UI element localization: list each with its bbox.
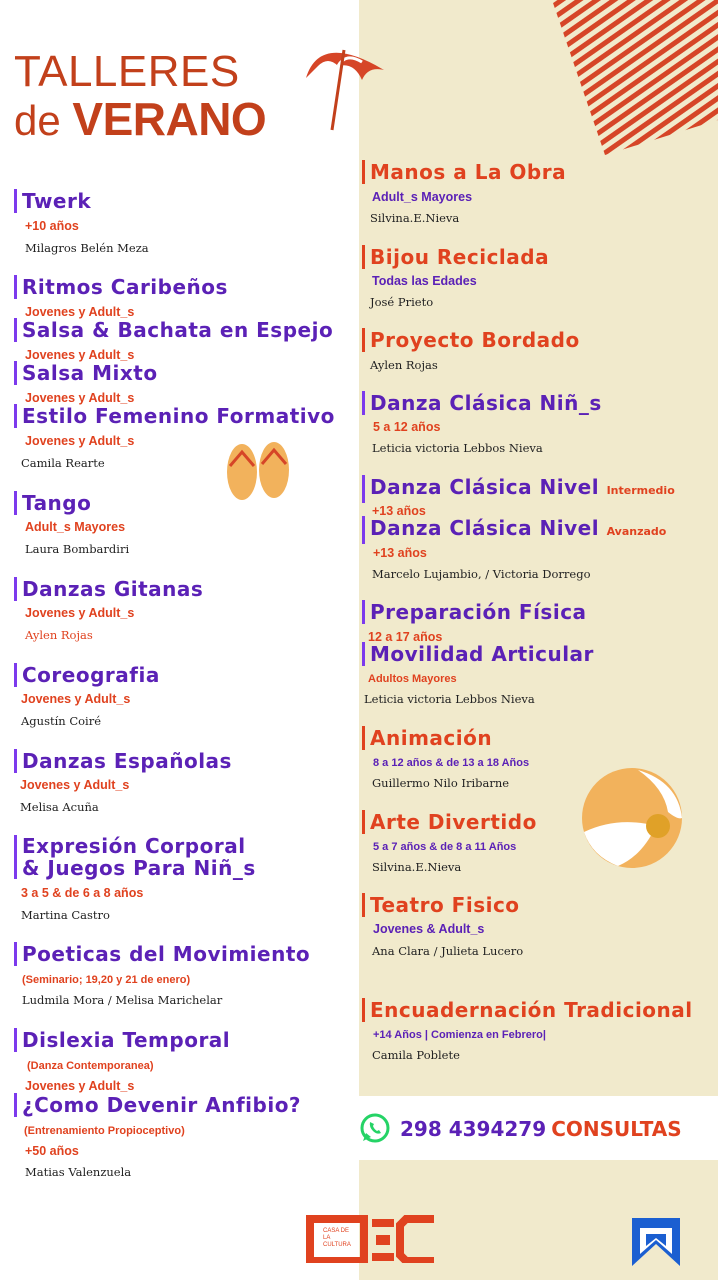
workshop-teacher: Leticia victoria Lebbos Nieva: [364, 692, 535, 706]
workshop-teacher: Camila Poblete: [372, 1048, 460, 1062]
title-line1: TALLERES: [14, 47, 240, 96]
umbrella-icon: [298, 22, 392, 134]
workshop-age: Jovenes y Adult_s: [25, 305, 135, 319]
workshop-teacher: Matias Valenzuela: [25, 1165, 132, 1179]
workshop-age: Todas las Edades: [372, 274, 477, 288]
workshop-age: Adult_s Mayores: [25, 520, 126, 534]
workshop-teacher: Agustín Coiré: [21, 714, 102, 728]
workshop-title: Estilo Femenino Formativo: [14, 404, 335, 428]
workshop-age: 5 a 7 años & de 8 a 11 Años: [373, 841, 517, 853]
workshop-age: Adultos Mayores: [368, 673, 457, 685]
title-line2: de VERANO: [14, 93, 267, 145]
beach-ball-icon: [578, 768, 688, 868]
workshop-age: +13 años: [372, 504, 426, 518]
workshop-title: Poeticas del Movimiento: [14, 942, 310, 966]
workshop-title: Animación: [362, 726, 492, 750]
workshop-age: 12 a 17 años: [368, 630, 443, 644]
workshop-teacher: Leticia victoria Lebbos Nieva: [372, 441, 543, 455]
workshop-age: +13 años: [373, 546, 427, 560]
workshop-age: (Seminario; 19,20 y 21 de enero): [22, 974, 191, 986]
workshop-title: Arte Divertido: [362, 810, 537, 834]
contact-line[interactable]: [400, 1117, 682, 1141]
workshop-title: Danza Clásica Nivel Avanzado: [362, 516, 666, 544]
workshop-title: Twerk: [14, 189, 91, 213]
workshop-teacher: Guillermo Nilo Iribarne: [372, 776, 510, 790]
workshop-teacher: Silvina.E.Nieva: [370, 211, 460, 225]
workshop-age: 8 a 12 años & de 13 a 18 Años: [373, 757, 530, 769]
workshop-title: Danza Clásica Niñ_s: [362, 391, 602, 415]
workshop-title: Expresión Corporal & Juegos Para Niñ_s: [14, 835, 256, 879]
workshop-teacher: Aylen Rojas: [370, 358, 438, 372]
workshop-age: Jovenes y Adult_s: [21, 692, 131, 706]
workshop-title: Coreografia: [14, 663, 160, 687]
workshop-title: Proyecto Bordado: [362, 328, 580, 352]
workshop-age: +14 Años | Comienza en Febrero|: [373, 1029, 546, 1041]
workshop-age: Jovenes & Adult_s: [373, 922, 485, 936]
workshop-age: Jovenes y Adult_s: [25, 348, 135, 362]
workshop-title: Salsa & Bachata en Espejo: [14, 318, 333, 342]
workshop-teacher: Laura Bombardiri: [25, 542, 130, 556]
workshop-teacher: Martina Castro: [21, 908, 110, 922]
workshop-teacher: Aylen Rojas: [25, 628, 93, 642]
workshop-teacher: Milagros Belén Meza: [25, 241, 149, 255]
workshop-age: Jovenes y Adult_s: [25, 391, 135, 405]
workshop-teacher: Ana Clara / Julieta Lucero: [372, 944, 524, 958]
workshop-age: Jovenes y Adult_s: [20, 778, 130, 792]
workshop-title: Movilidad Articular: [362, 642, 594, 666]
workshop-title: Ritmos Caribeños: [14, 275, 228, 299]
contact-label: CONSULTAS: [551, 1117, 682, 1141]
workshop-note: (Danza Contemporanea): [27, 1060, 154, 1072]
workshop-teacher: José Prieto: [370, 295, 434, 309]
workshop-title: ¿Como Devenir Anfibio?: [14, 1093, 301, 1117]
workshop-title: Manos a La Obra: [362, 160, 566, 184]
whatsapp-icon[interactable]: [360, 1113, 390, 1143]
phone-number: 298 4394279: [400, 1117, 547, 1141]
workshop-title: Preparación Física: [362, 600, 587, 624]
workshop-age: Adult_s Mayores: [372, 190, 473, 204]
workshop-teacher: Silvina.E.Nieva: [372, 860, 462, 874]
striped-towel-decoration: [540, 0, 718, 160]
workshop-title: Danzas Españolas: [14, 749, 232, 773]
workshop-teacher: Camila Rearte: [21, 456, 105, 470]
casa-cultura-logo-text: CASA DE LA CULTURA: [323, 1228, 351, 1248]
workshop-title: Dislexia Temporal: [14, 1028, 230, 1052]
flip-flops-icon: [222, 438, 294, 504]
workshop-age: 3 a 5 & de 6 a 8 años: [21, 886, 144, 900]
workshop-teacher: Marcelo Lujambio, / Victoria Dorrego: [372, 567, 591, 581]
workshop-teacher: Ludmila Mora / Melisa Marichelar: [22, 993, 223, 1007]
workshop-title: Encuadernación Tradicional: [362, 998, 693, 1022]
workshop-age: +50 años: [25, 1144, 79, 1158]
workshop-title: Danzas Gitanas: [14, 577, 203, 601]
workshop-age: +10 años: [25, 219, 79, 233]
workshop-title: Teatro Fisico: [362, 893, 520, 917]
workshop-title: Salsa Mixto: [14, 361, 158, 385]
workshop-age: Jovenes y Adult_s: [25, 434, 135, 448]
workshop-age: Jovenes y Adult_s: [25, 606, 135, 620]
workshop-title: Tango: [14, 491, 91, 515]
workshop-age: 5 a 12 años: [373, 420, 441, 434]
workshop-title: Danza Clásica Nivel Intermedio: [362, 475, 675, 503]
municipal-logo: [632, 1214, 680, 1266]
workshop-title: Bijou Reciclada: [362, 245, 549, 269]
workshop-teacher: Melisa Acuña: [20, 800, 99, 814]
workshop-note: (Entrenamiento Propioceptivo): [24, 1125, 185, 1137]
workshop-age: Jovenes y Adult_s: [25, 1079, 135, 1093]
